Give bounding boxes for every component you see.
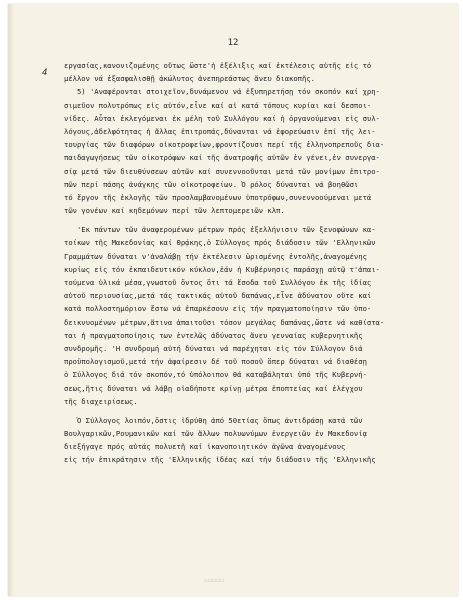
text-line: τῆς διαχειρίσεως. [64,396,138,406]
text-line: διεξήγαγε πρός αὐτάς πολυετῆ καί ἱκανοποιητικόν ἀγῶνα ἀναγομένους [64,442,346,452]
margin-annotation: 4 [42,68,48,78]
text-line: λόγους,ἀδελφότητας ἡ ἄλλας ἐπιτροπάς,δύνανται νά ἐφορεύωσιν ἐπί τῆς λει- [64,126,376,136]
text-line: ὁ Σύλλογος διά τόν σκοπόν,τό ὑπόλοιπον θά καταβάληται ὑπό τῆς Κυβερνή- [64,370,367,380]
body-text [64,59,452,467]
text-line: μέλλον νά ἐξασφαλισθῇ ἀκώλυτος ἀνεπηρεάστως ἄνευ διακοπῆς. [64,74,315,84]
text-line: παιδαγωγήσεως τῶν οἰκοτρόφων καί τῆς ἀνατροφῆς αὐτῶν ἐν γένει,ἐν συνεργα- [64,153,380,163]
text-line: δεικνυομένων μέτρων,ἅτινα ἀπαιτοῦσι τόσον μεγάλας δαπάνας,ὥστε νά καθίστα- [64,317,385,327]
text-line: τουργίας τῶν διαφόρων οἰκοτροφείων,φροντίζουσι περί τῆς ἑλληνοπρεποῦς δια- [64,140,385,150]
text-line: τό ἔργον τῆς ἐκλογῆς τῶν προσλαμβανομένων ὑποτρόφων,συνεννοούμεναι μετά [64,192,372,202]
page-edge-shadow [8,4,14,596]
text-line: εργασίας,κανονιζομένης οὕτως ὥστε'ἡ ἐξέλιξις καί ἐκτέλεσις αὐτῆς εἰς τό [64,61,372,70]
archive-stamp: ▭▭▭▭▭ [204,577,225,584]
text-line: συνδρομῆς. 'Η συνδρομή αὐτή δύναται νά παρέχηται εἰς τόν Σύλλογον διά [64,343,363,353]
text-line: Βουλγαρικῶν,Ρουμανικῶν καί τῶν ἄλλων πολυωνύμων ἐνεργειῶν ἐν Μακεδονίᾳ [64,429,367,439]
text-line: σιμεῦον πολυτρόπως εἰς αὐτόν,εἶνε καί αἱ κατά τόπους κυρίαι καί δεσποι- [64,100,372,110]
text-line: κυρίως εἰς τόν ἐκπαιδευτικόν κύκλον,ἐάν ἡ Κυβέρνησις παράσχῃ αὐτῷ τ'ἀπαι- [64,264,380,274]
text-line: 5) 'Αναφέρονται στοιχεῖον,δυνάμενον νά ἐξυπηρετήσῃ τόν σκοπόν καί χρη- [64,87,380,97]
page-number: 12 [227,38,239,48]
text-line: τούμενα ὑλικά μέσα,γνωστοῦ ὄντος ὅτι τά ἔσοδα τοῦ Συλλόγου ἐκ τῆς ἰδίας [64,278,372,287]
text-line: Γραμμάτων δύναται ν'ἀναλάβῃ τήν ἐκτέλεσιν ὡρισμένης ἐντολῆς,ἀναγομένης [64,251,367,261]
text-line: σίᾳ μετά τῶν διευθύνσεων αὐτῶν καί συνεννοοῦνται μετά τῶν μονίμων ἐπιτρο- [64,166,380,176]
text-line: εἰς τήν ἐπικράτησιν τῆς 'Ελληνικῆς ἰδέας καί τήν διάδοσιν τῆς 'Ελληνικῆς [64,455,376,465]
text-line: κατά πολλοστημόριον ἔστω νά ἐπαρκέσουν εἰς τήν πραγματοποίησιν τῶν ὑπο- [64,304,372,314]
text-line: τοίκων τῆς Μακεδονίας καί Θρᾴκης,ὁ Σύλλογος πρός διάδοσιν τῶν 'Ελληνικῶν [64,238,376,248]
text-line: προϋπολογισμοῦ,μετά τήν ἀφαίρεσιν δέ τοῦ ποσοῦ ὅπερ δύναται νά διαθέσῃ [64,357,367,367]
text-line: αὐτοῦ περιουσίας,μετά τάς τακτικάς αὐτοῦ δαπάνας,εἶνε ἀδύνατον οὔτε καί [64,291,372,301]
text-line: πῶν περί πάσης ἀνάγκης τῶν οἰκοτροφείων. Ὁ ρόλος δύνανται νά βοηθῶσι [64,179,359,189]
text-line: 'Εκ πάντων τῶν ἀναφερομένων μέτρων πρός ἐξελλήνισιν τῶν ξενοφώνων κα- [64,225,376,235]
text-line: τῶν γονέων καί κηδεμόνων περί τῶν λεπτομερειῶν κλπ. [64,206,285,216]
text-line: σεως,ἥτις δύναται νά λάβῃ οἱαδήποτε κρίνῃ μέτρα ἐποπτείας καί ἐλέγχου [64,383,363,393]
document-page [8,4,458,596]
text-line: Ὁ Σύλλογος λοιπόν,ὅστις ἱδρύθη ἀπό 50ετίας ὅπως ἀντιδράσῃ κατά τῶν [64,415,363,425]
text-line: νίδες. Αὗται ἐκλεγόμεναι ἐκ μέλη τοῦ Συλλόγου καί ἡ ὀργανούμεναι εἰς συλ- [64,113,380,123]
text-line: ται ἡ πραγματοποίησις των ἐντελῶς ἀδύνατος ἄνευ γενναίας κυβερνητικῆς [64,330,363,340]
